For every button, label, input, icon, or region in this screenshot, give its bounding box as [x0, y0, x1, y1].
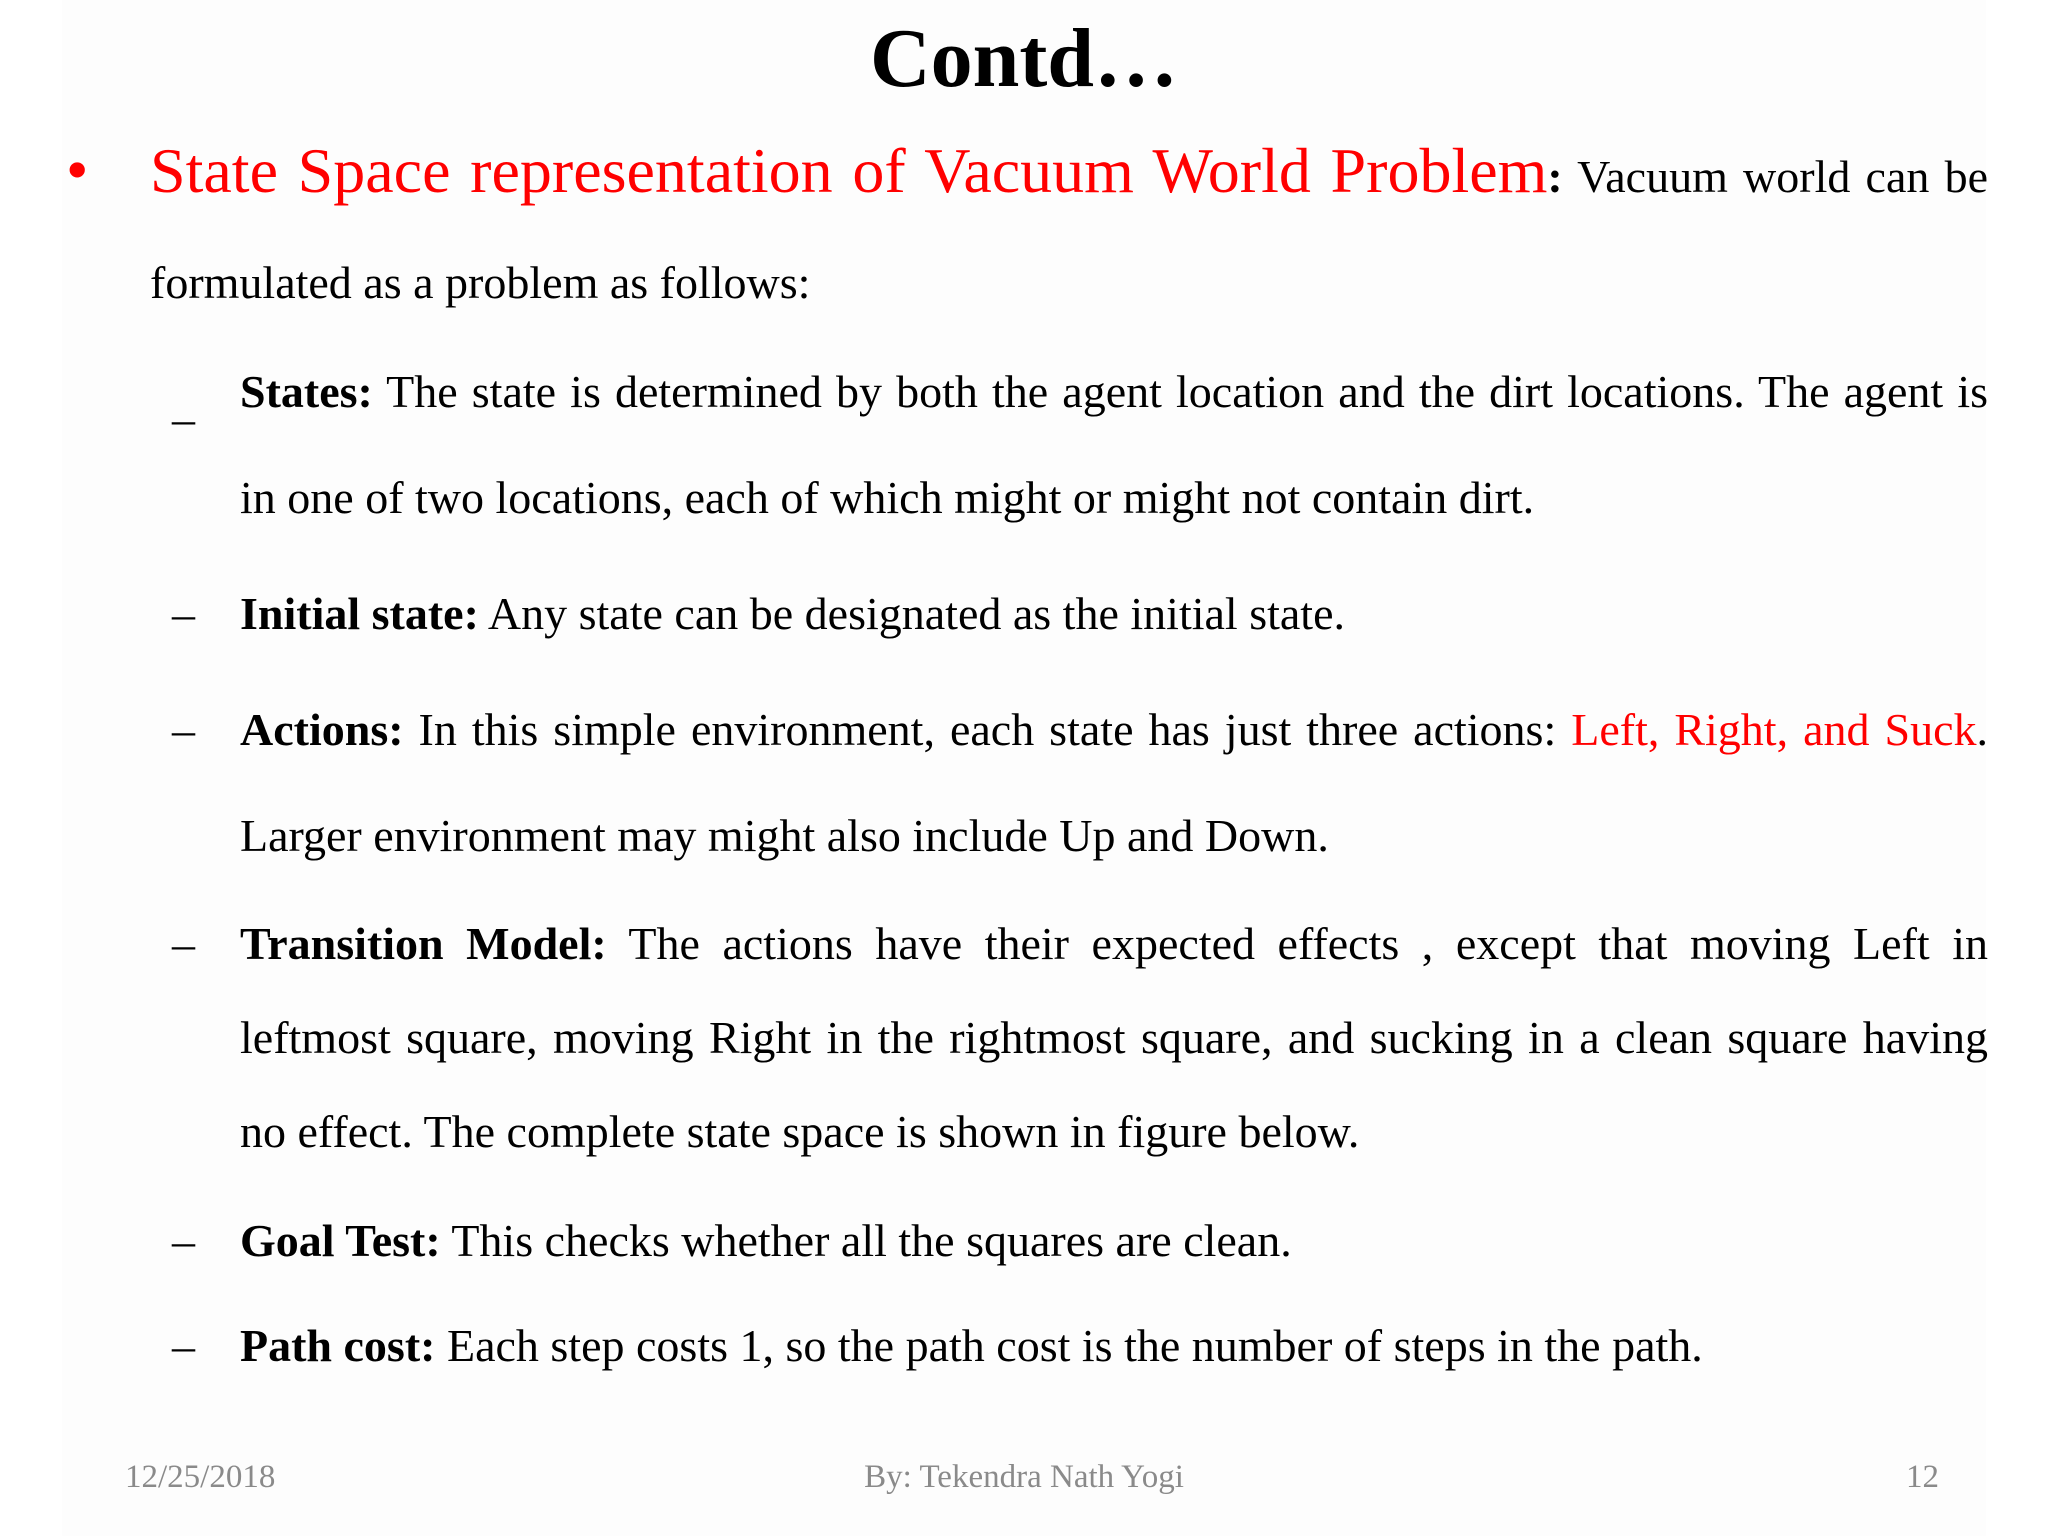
item-text: Any state can be designated as the initial state.	[478, 588, 1345, 639]
footer-date: 12/25/2018	[125, 1459, 276, 1495]
item-actions	[240, 677, 1988, 889]
item-term: Actions:	[240, 704, 404, 755]
item-text-after: . Larger environment may might also include Up and Down.	[240, 704, 1988, 861]
item-goal-test	[240, 1213, 1988, 1269]
main-point-lead: State Space representation of Vacuum World Problem	[150, 135, 1548, 206]
item-states	[240, 339, 1988, 551]
item-path-cost	[240, 1318, 1988, 1374]
item-term: States:	[240, 366, 373, 417]
actions-highlight: Left, Right, and Suck	[1571, 704, 1977, 755]
item-term: Transition Model:	[240, 918, 607, 969]
dash-marker: –	[172, 393, 195, 444]
item-term: Initial state:	[240, 588, 479, 639]
dash-marker: –	[172, 1320, 195, 1371]
item-text: The actions have their expected effects , except that moving Left in leftmost square, moving Right in the rightmost square, and sucking in a clean square having no effect. The complete state space is shown in figure below.	[240, 918, 1988, 1157]
dash-marker: –	[172, 704, 195, 755]
item-text: This checks whether all the squares are clean.	[440, 1215, 1292, 1266]
item-text: In this simple environment, each state has just three actions:	[403, 704, 1572, 755]
item-term: Goal Test:	[240, 1215, 441, 1266]
footer-page-number: 12	[1906, 1459, 1939, 1495]
item-initial-state	[240, 586, 1988, 642]
dash-marker: –	[172, 588, 195, 639]
dash-marker: –	[172, 918, 195, 969]
item-transition-model	[240, 897, 1988, 1179]
item-text: Each step costs 1, so the path cost is the number of steps in the path.	[435, 1320, 1703, 1371]
main-point-text: Vacuum world can be formulated as a problem as follows:	[150, 151, 1988, 308]
main-point-colon: :	[1547, 151, 1563, 202]
footer-author: By: Tekendra Nath Yogi	[864, 1459, 1184, 1495]
slide-title: Contd…	[869, 12, 1179, 105]
item-term: Path cost:	[240, 1320, 436, 1371]
bullet-marker: •	[66, 134, 89, 205]
main-point	[150, 118, 1988, 336]
dash-marker: –	[172, 1215, 195, 1266]
item-text: The state is determined by both the agent location and the dirt locations. The agent is in one of two locations, each of which might or might not contain dirt.	[240, 366, 1988, 523]
